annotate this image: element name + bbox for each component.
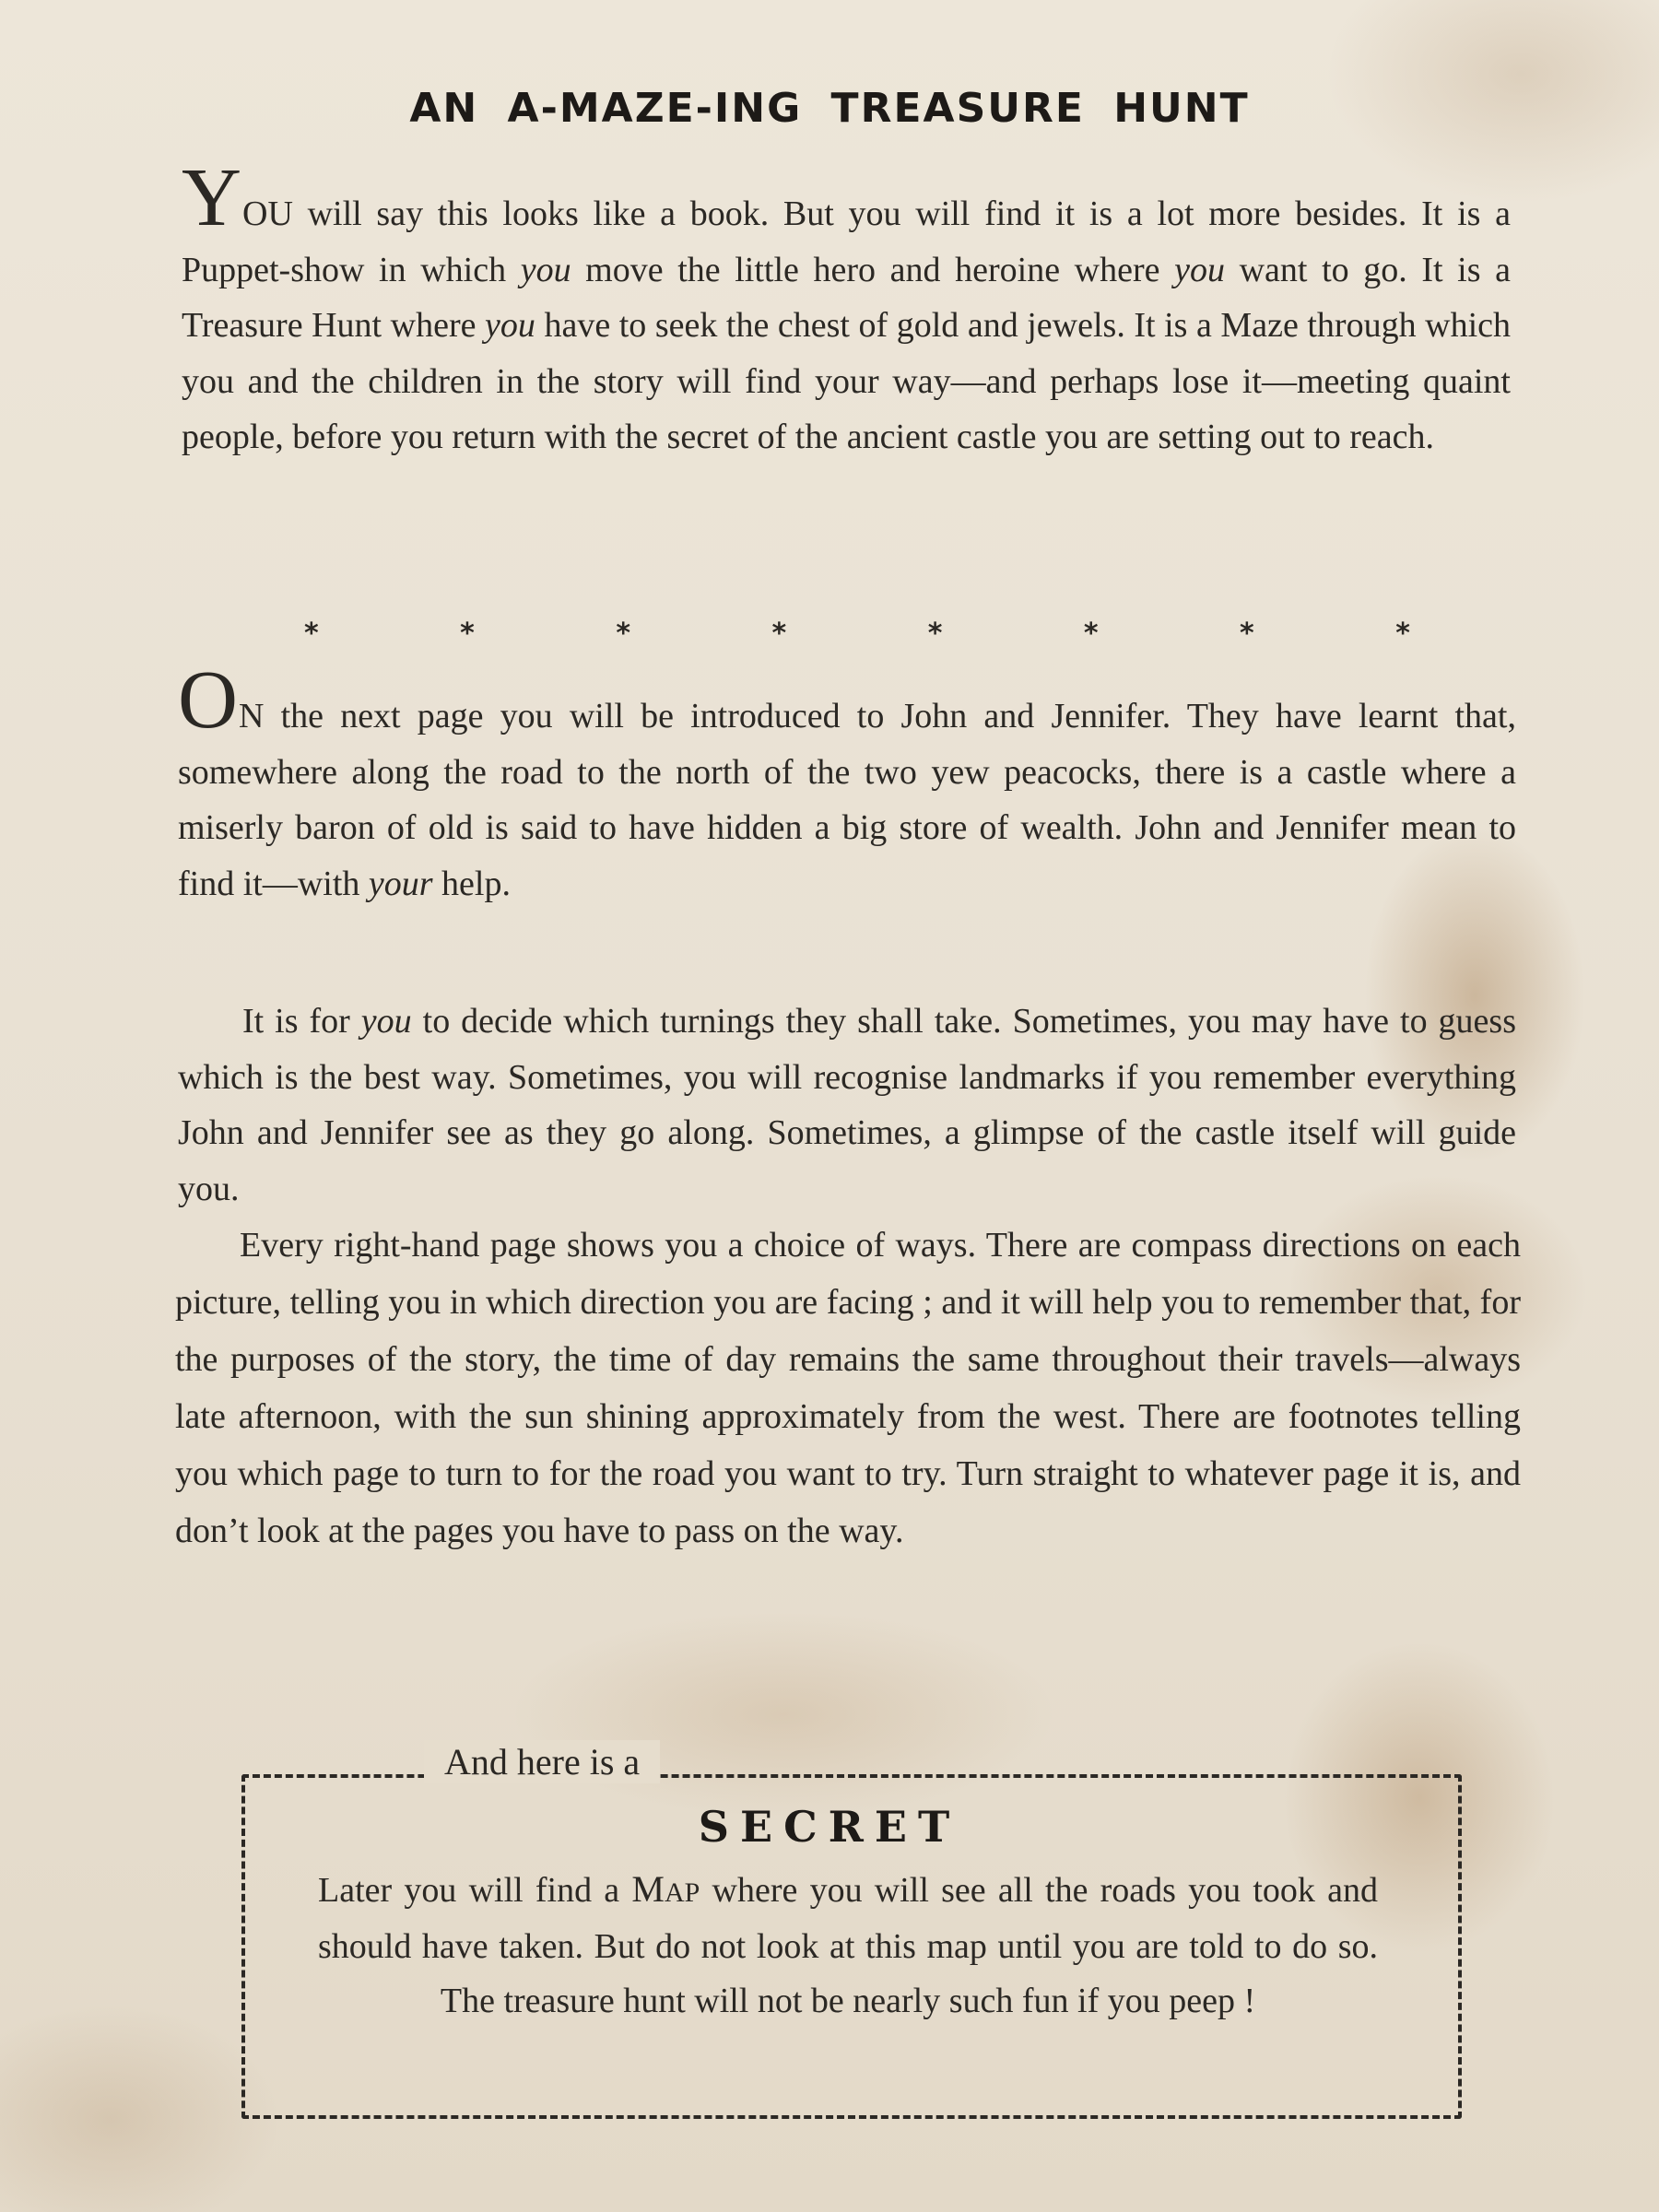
page-title: AN A-MAZE-ING TREASURE HUNT (409, 85, 1250, 132)
secret-text (318, 1862, 1378, 2029)
asterisk: * (460, 618, 475, 650)
emphasis: you (520, 250, 571, 289)
drop-cap: O (178, 654, 238, 746)
emphasis: your (368, 864, 433, 903)
text-run: will say this looks like a book. But you will find it is a lot more besides. It is a Puppet-show in which (182, 194, 1511, 289)
directions-paragraph: Every right-hand page shows you a choice of ways. There are compass directions on each picture, telling you in which direction you are facing ; and it will help you to remember that, for the purposes of the story, the time of day remains the same throughout their travels—always late afternoon, with the sun shining approximately from the west. There are footnotes telling you which page to turn to for the road you want to try. Turn straight to whatever page it is, and don’t look at the pages you have to pass on the way. (175, 1226, 1521, 1550)
asterisk: * (1240, 618, 1254, 650)
text-run: move the little hero and heroine where (571, 250, 1175, 289)
emphasis: you (1174, 250, 1225, 289)
small-caps-initial: M (631, 1868, 665, 1910)
asterisk: * (1395, 618, 1410, 650)
asterisk: * (771, 618, 787, 650)
emphasis: you (485, 306, 535, 345)
text-run: Later you will find a (318, 1871, 632, 1910)
story-paragraph (178, 654, 1516, 912)
small-caps: AP (664, 1877, 700, 1908)
emphasis: you (360, 1002, 412, 1041)
asterisk: * (1083, 618, 1099, 650)
asterisk: * (927, 618, 943, 650)
asterisk: * (616, 618, 631, 650)
asterisk-separator (304, 618, 1410, 650)
small-caps: OU (242, 194, 293, 233)
intro-paragraph (182, 152, 1511, 465)
text-run: want to go. It is a Treasure Hunt where (182, 250, 1511, 345)
text-run: the next page you will be introduced to John and Jennifer. They have learnt that, somewhere along the road to the north of the two yew peacocks, there is a castle where a miserly baron of old is said to have hidden a big store of wealth. John and Jennifer mean to find it—with (178, 697, 1516, 903)
text-run: where you will see all the roads you took and should have taken. But do not look at this map until you are told to do so. The treasure hunt will not be nearly such fun if you peep ! (318, 1871, 1378, 2020)
asterisk: * (304, 618, 319, 650)
instructions-paragraph (178, 994, 1516, 1217)
text-run: It is for (242, 1002, 361, 1041)
small-caps: N (239, 697, 265, 735)
text-run: help. (432, 864, 511, 903)
drop-cap: Y (182, 152, 241, 243)
text-run: have to seek the chest of gold and jewels. It is a Maze through which you and the children in the story will find your way—and perhaps lose it—meeting quaint people, before you return with the secret of the ancient castle you are setting out to reach. (182, 306, 1511, 456)
secret-heading: SECRET (698, 1802, 961, 1852)
secret-box-intro: And here is a (424, 1740, 660, 1783)
text-run: to decide which turnings they shall take. Sometimes, you may have to guess which is the best way. Sometimes, you will recognise landmarks if you remember everything John and Jennifer see as they go along. Sometimes, a glimpse of the castle itself will guide you. (178, 1002, 1516, 1208)
